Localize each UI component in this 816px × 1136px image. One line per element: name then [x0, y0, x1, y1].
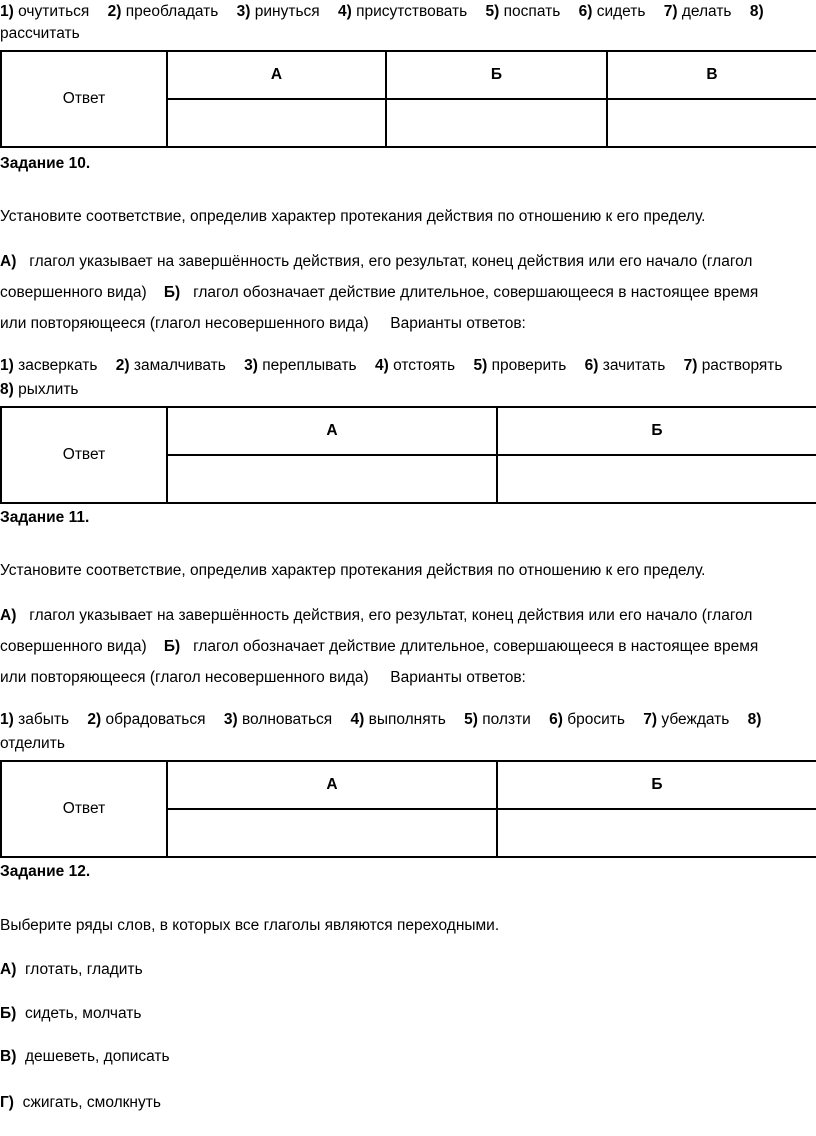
task-option-b: совершенного вида) Б) глагол обозначает действие длительное, совершающееся в настоящее время [0, 284, 759, 301]
option-item: 2) обрадоваться [87, 711, 206, 728]
task-instruction: Выберите ряды слов, в которых все глаголы являются переходными. [0, 917, 500, 934]
option-item: 2) преобладать [107, 3, 219, 20]
task-option-b: совершенного вида) Б) глагол обозначает действие длительное, совершающееся в настоящее время [0, 638, 759, 655]
column-header: Б [497, 761, 816, 809]
options-line [0, 2, 778, 22]
option-item: 5) поспать [485, 3, 561, 20]
option-item: 3) переплывать [244, 357, 357, 374]
answer-cell[interactable] [497, 455, 816, 503]
task-option-b-continued: или повторяющееся (глагол несовершенного вида) Варианты ответов: [0, 669, 526, 686]
task-option-a: А) глагол указывает на завершённость действия, его результат, конец действия или его начало (глагол [0, 607, 753, 624]
choice-item: В) дешеветь, дописать [0, 1048, 170, 1065]
column-header: В [607, 51, 816, 99]
task-heading: Задание 11. [0, 509, 90, 526]
answer-cell[interactable] [386, 99, 607, 147]
option-item: 4) выполнять [350, 711, 446, 728]
option-item: 3) волноваться [223, 711, 333, 728]
option-item: 1) очутиться [0, 3, 90, 20]
options-line-continued: 8) рыхлить [0, 381, 79, 398]
answer-cell[interactable] [167, 455, 497, 503]
option-item: 7) убеждать [643, 711, 730, 728]
column-header: Б [386, 51, 607, 99]
options-line-continued: рассчитать [0, 25, 80, 42]
answer-table [0, 50, 816, 148]
column-header: А [167, 51, 386, 99]
choice-item: А) глотать, гладить [0, 961, 143, 978]
option-item: 7) делать [663, 3, 732, 20]
column-header: Б [497, 407, 816, 455]
choice-item: Г) сжигать, смолкнуть [0, 1094, 161, 1111]
option-item: 3) ринуться [236, 3, 320, 20]
option-item: 1) засверкать [0, 357, 98, 374]
option-item: 4) присутствовать [337, 3, 468, 20]
option-item: 4) отстоять [374, 357, 456, 374]
answer-cell[interactable] [167, 99, 386, 147]
options-line [0, 710, 775, 730]
option-item: 6) бросить [549, 711, 625, 728]
option-item: 2) замалчивать [115, 357, 226, 374]
column-header: А [167, 407, 497, 455]
answer-cell[interactable] [167, 809, 497, 857]
option-item: 5) проверить [473, 357, 567, 374]
answer-cell[interactable] [607, 99, 816, 147]
task-heading: Задание 12. [0, 863, 91, 880]
options-line-continued: отделить [0, 735, 65, 752]
answer-label: Ответ [1, 51, 167, 147]
option-item: 1) забыть [0, 711, 70, 728]
option-item: 8) [747, 711, 762, 728]
answer-label: Ответ [1, 761, 167, 857]
answer-table [0, 406, 816, 504]
option-item: 5) ползти [464, 711, 531, 728]
option-item: 6) зачитать [584, 357, 666, 374]
option-item: 7) растворять [683, 357, 783, 374]
answer-table [0, 760, 816, 858]
answer-cell[interactable] [497, 809, 816, 857]
task-instruction: Установите соответствие, определив характер протекания действия по отношению к его пределу. [0, 208, 706, 225]
options-line [0, 356, 796, 376]
task-option-a: А) глагол указывает на завершённость действия, его результат, конец действия или его начало (глагол [0, 253, 753, 270]
option-item: 8) [749, 3, 764, 20]
choice-item: Б) сидеть, молчать [0, 1005, 142, 1022]
answer-label: Ответ [1, 407, 167, 503]
column-header: А [167, 761, 497, 809]
task-heading: Задание 10. [0, 155, 91, 172]
task-instruction: Установите соответствие, определив характер протекания действия по отношению к его пределу. [0, 562, 706, 579]
option-item: 6) сидеть [578, 3, 646, 20]
task-option-b-continued: или повторяющееся (глагол несовершенного вида) Варианты ответов: [0, 315, 526, 332]
